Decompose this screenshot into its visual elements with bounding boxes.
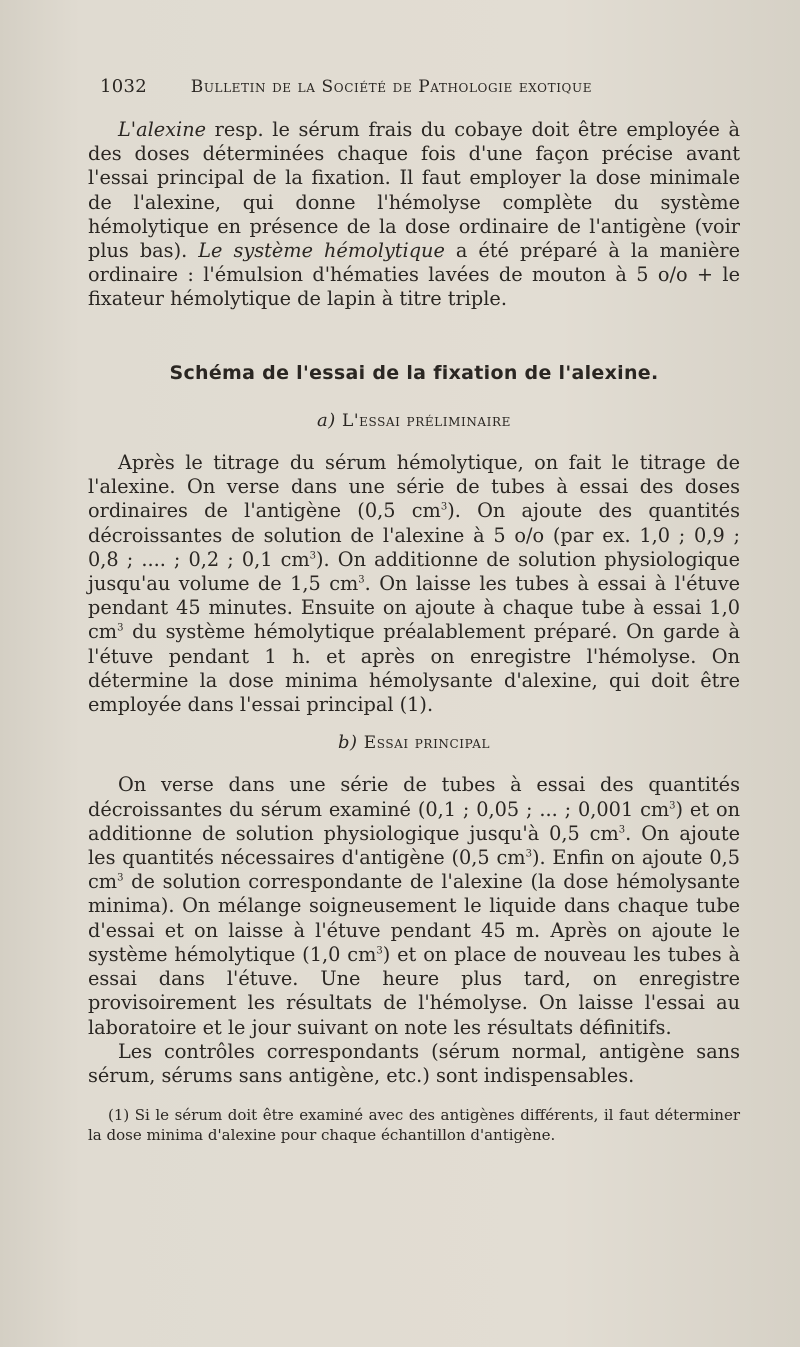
- subsection-a-title: L'essai préliminaire: [341, 410, 512, 431]
- intro-text-1: resp. le sérum frais du cobaye doit être employée à des doses déterminées chaque fois d'une façon précise avant l'essai principal de la fixation. Il faut employer la dose minimale de l'alexine, qui donne l'hémolyse complète du système hémolytique en présence de la dose ordinaire de l'antigène (voir plus bas).: [88, 118, 740, 263]
- text-run: ). On ajoute des quantités décroissantes de solution de l'alexine à 5 o/o (par ex. 1,0 ; 0,9 ; 0,8 ; .... ; 0,2 ; 0,1 cm: [88, 499, 740, 571]
- section-title: Schéma de l'essai de la fixation de l'alexine.: [169, 361, 659, 384]
- page-number: 1032: [100, 76, 148, 97]
- text-run: . On laisse les tubes à essai à l'étuve pendant 45 minutes. Ensuite on ajoute à chaque tube à essai 1,0 cm: [88, 572, 740, 644]
- journal-title: Bulletin de la Société de Pathologie exotique: [190, 77, 593, 97]
- superscript: 3: [309, 550, 317, 562]
- text-run: de solution correspondante de l'alexine (la dose hémolysante minima). On mélange soigneusement le liquide dans chaque tube d'essai et on laisse à l'étuve pendant 45 m. Après on ajoute le système hémolytique (1,0 cm: [88, 870, 740, 966]
- subsection-a-heading: [88, 409, 740, 433]
- text-run: du système hémolytique préalablement préparé. On garde à l'étuve pendant 1 h. et après on enregistre l'hémolyse. On détermine la dose minima hémolysante d'alexine, qui doit être employée dans l'essai principal (1).: [88, 620, 740, 717]
- superscript: 3: [358, 574, 365, 586]
- text-run: ) et on place de nouveau les tubes à essai dans l'étuve. Une heure plus tard, on enregistre provisoirement les résultats de l'hémolyse. On laisse l'essai au laboratoire et le jour suivant on note les résultats définitifs.: [88, 942, 740, 1039]
- subsection-a-label: a): [316, 409, 336, 431]
- footnote: (1) Si le sérum doit être examiné avec des antigènes différents, il faut déterminer la dose minima d'alexine pour chaque échantillon d'antigène.: [88, 1106, 740, 1145]
- superscript: 3: [440, 502, 448, 514]
- text-run: Après le titrage du sérum hémolytique, on fait le titrage de l'alexine. On verse dans une série de tubes à essai des doses ordinaires de l'antigène (0,5 cm: [88, 451, 740, 523]
- subsection-b-title: Essai principal: [363, 733, 491, 754]
- text-run: ) et on additionne de solution physiologique jusqu'à 0,5 cm: [88, 797, 740, 845]
- text-run: On verse dans une série de tubes à essai des quantités décroissantes du sérum examiné (0,1 ; 0,05 ; ... ; 0,001 cm: [88, 773, 740, 821]
- systeme-hemolytique-term: Le système hémolytique: [198, 239, 445, 263]
- article-body: [88, 118, 740, 1145]
- superscript: 3: [117, 623, 124, 635]
- paragraph-controles: Les contrôles correspondants (sérum normal, antigène sans sérum, sérums sans antigène, etc.) sont indispensables.: [88, 1039, 740, 1087]
- superscript: 3: [376, 945, 383, 957]
- superscript: 3: [117, 872, 124, 884]
- superscript: 3: [669, 800, 676, 812]
- superscript: 3: [618, 824, 626, 836]
- subsection-b-label: b): [337, 732, 358, 754]
- alexine-term: L'alexine: [118, 118, 207, 141]
- running-header: [100, 76, 740, 97]
- text-run: ). Enfin on ajoute 0,5 cm: [88, 846, 740, 894]
- paragraph-essai-principal: [88, 773, 740, 1039]
- paragraph-essai-preliminaire: [88, 451, 740, 717]
- intro-paragraph: [88, 118, 740, 312]
- text-run: . On ajoute les quantités nécessaires d'antigène (0,5 cm: [88, 821, 741, 870]
- intro-text-2: a été préparé à la manière ordinaire : l'émulsion d'hématies lavées de mouton à 5 o/o + le fixateur hémolytique de lapin à titre triple.: [88, 239, 740, 311]
- subsection-b-heading: [88, 731, 740, 755]
- text-run: ). On additionne de solution physiologique jusqu'au volume de 1,5 cm: [88, 547, 740, 596]
- superscript: 3: [525, 848, 532, 860]
